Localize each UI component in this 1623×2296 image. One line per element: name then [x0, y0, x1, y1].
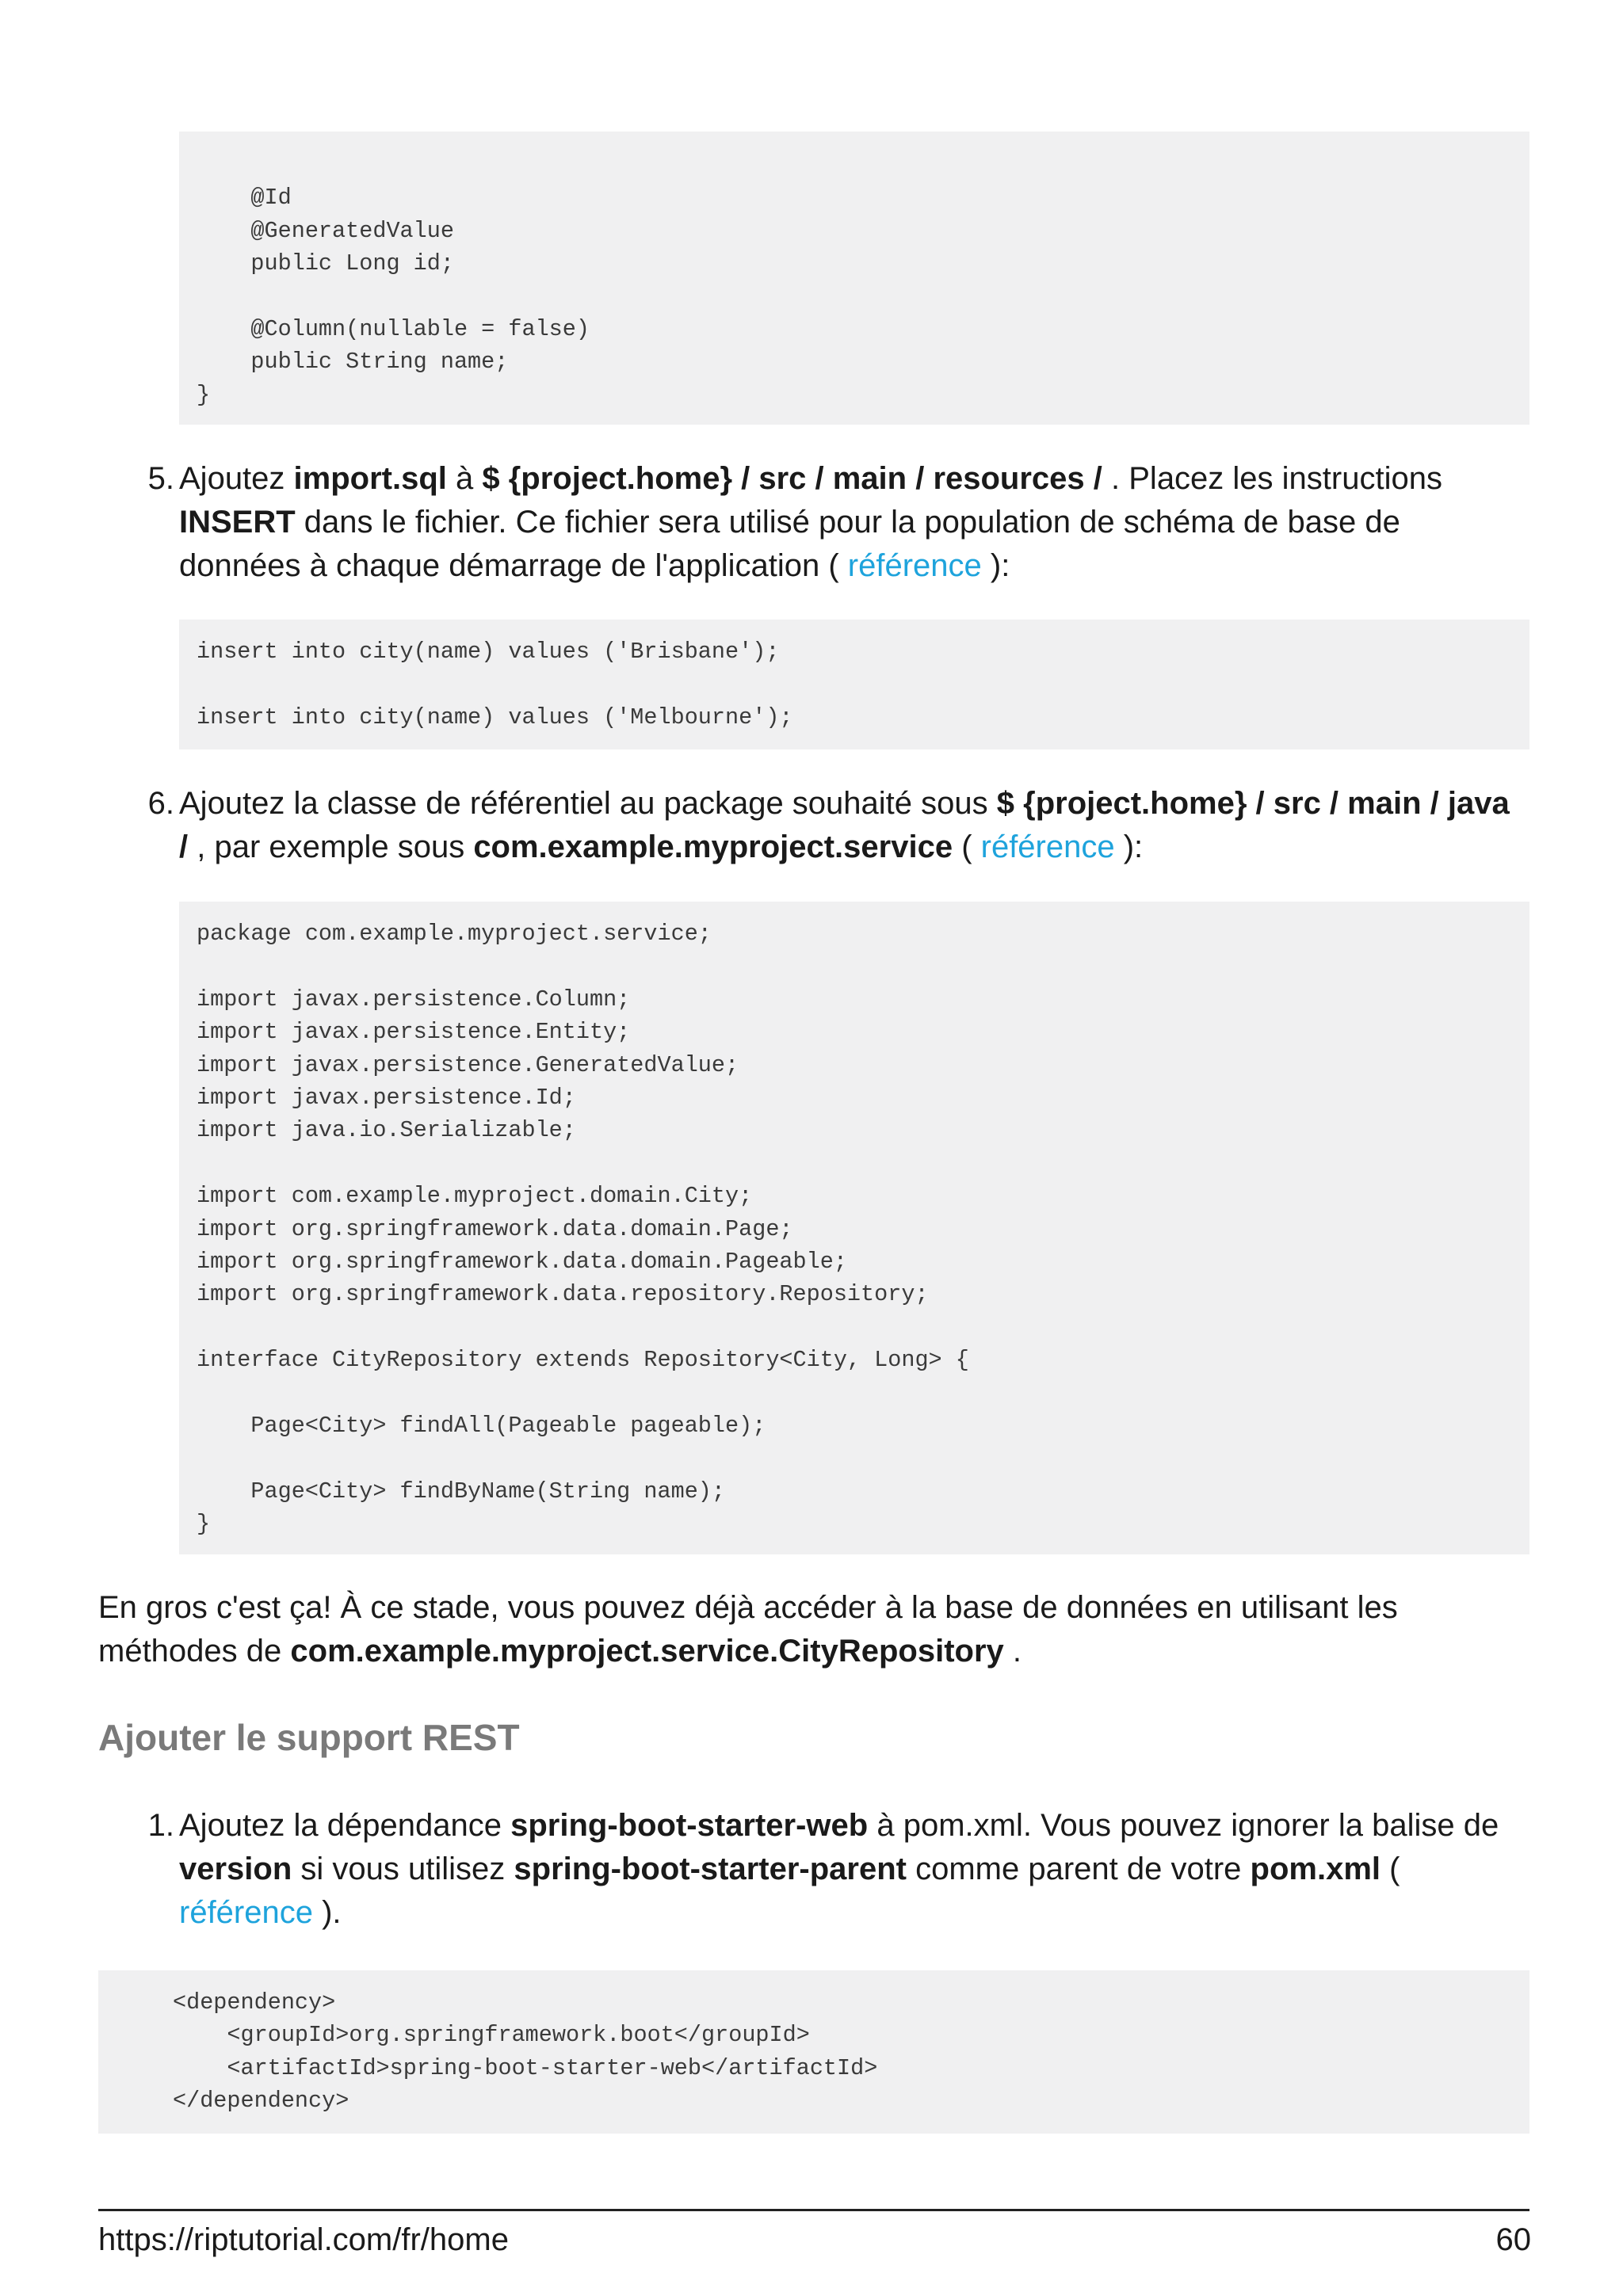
code-line: import javax.persistence.Column;	[197, 986, 631, 1013]
list-number: 1.	[147, 1808, 174, 1843]
code-line: import org.springframework.data.domain.Pageable;	[197, 1248, 847, 1275]
code-line	[197, 1376, 1529, 1409]
list-number: 6.	[147, 786, 174, 821]
section-heading: Ajouter le support REST	[98, 1717, 520, 1758]
code-line	[197, 1442, 1529, 1474]
footer-divider	[98, 2209, 1529, 2211]
code-line: <artifactId>spring-boot-starter-web</artifactId>	[173, 2054, 878, 2081]
code-line	[197, 280, 1529, 313]
code-line: @Id	[197, 185, 292, 212]
code-line: insert into city(name) values ('Brisbane');	[197, 639, 780, 665]
code-line	[197, 149, 1529, 181]
step-5-text: Ajoutez import.sql à $ {project.home} / src / main / resources / . Placez les instructions INSERT dans le fichier. Ce fichier sera utilisé pour la population de schéma de base de données à chaque démarrage de l'application ( référence ):	[179, 461, 1442, 583]
code-block-entity-fields	[179, 132, 1529, 425]
code-line: <dependency>	[173, 1989, 336, 2016]
code-line: import javax.persistence.Id;	[197, 1084, 576, 1111]
reference-link[interactable]: référence	[847, 548, 982, 583]
code-line	[197, 1147, 1529, 1180]
rest-step-1-text: Ajoutez la dépendance spring-boot-starter-web à pom.xml. Vous pouvez ignorer la balise de version si vous utilisez spring-boot-starter-parent comme parent de votre pom.xml ( référence ).	[179, 1808, 1499, 1930]
code-line	[197, 1311, 1529, 1344]
code-line: interface CityRepository extends Repository<City, Long> {	[197, 1347, 969, 1374]
code-block-import-sql	[179, 620, 1529, 749]
code-line: }	[197, 381, 211, 408]
footer-url: https://riptutorial.com/fr/home	[98, 2222, 509, 2257]
code-line: insert into city(name) values ('Melbourne');	[197, 704, 793, 730]
page-number: 60	[1495, 2222, 1531, 2257]
list-number: 5.	[147, 461, 174, 496]
code-line: import com.example.myproject.domain.City;	[197, 1183, 753, 1210]
code-line: Page<City> findByName(String name);	[197, 1478, 726, 1505]
reference-link[interactable]: référence	[980, 830, 1115, 864]
reference-link[interactable]: référence	[179, 1895, 313, 1930]
code-line: import java.io.Serializable;	[197, 1117, 576, 1144]
code-line: public String name;	[197, 349, 509, 376]
code-line: </dependency>	[173, 2088, 349, 2115]
code-block-city-repository	[179, 902, 1529, 1554]
code-line: <groupId>org.springframework.boot</groupId>	[173, 2022, 810, 2049]
code-line: import javax.persistence.Entity;	[197, 1019, 631, 1046]
code-line: Page<City> findAll(Pageable pageable);	[197, 1412, 766, 1439]
code-line: import org.springframework.data.repository.Repository;	[197, 1281, 929, 1308]
code-line: }	[197, 1511, 211, 1538]
summary-paragraph: En gros c'est ça! À ce stade, vous pouvez déjà accéder à la base de données en utilisant les méthodes de com.example.myproject.service.CityRepository .	[98, 1590, 1398, 1669]
code-line: @GeneratedValue	[197, 217, 454, 244]
code-line	[197, 668, 1529, 700]
code-line: import javax.persistence.GeneratedValue;	[197, 1051, 739, 1078]
code-line: public Long id;	[197, 250, 454, 277]
step-6-text: Ajoutez la classe de référentiel au package souhaité sous $ {project.home} / src / main / java / , par exemple sous com.example.myproject.service ( référence ):	[179, 786, 1510, 864]
code-block-dependency	[98, 1970, 1529, 2134]
code-line: @Column(nullable = false)	[197, 315, 590, 342]
code-line	[197, 950, 1529, 982]
code-line: import org.springframework.data.domain.Page;	[197, 1215, 793, 1242]
code-line: package com.example.myproject.service;	[197, 921, 712, 947]
